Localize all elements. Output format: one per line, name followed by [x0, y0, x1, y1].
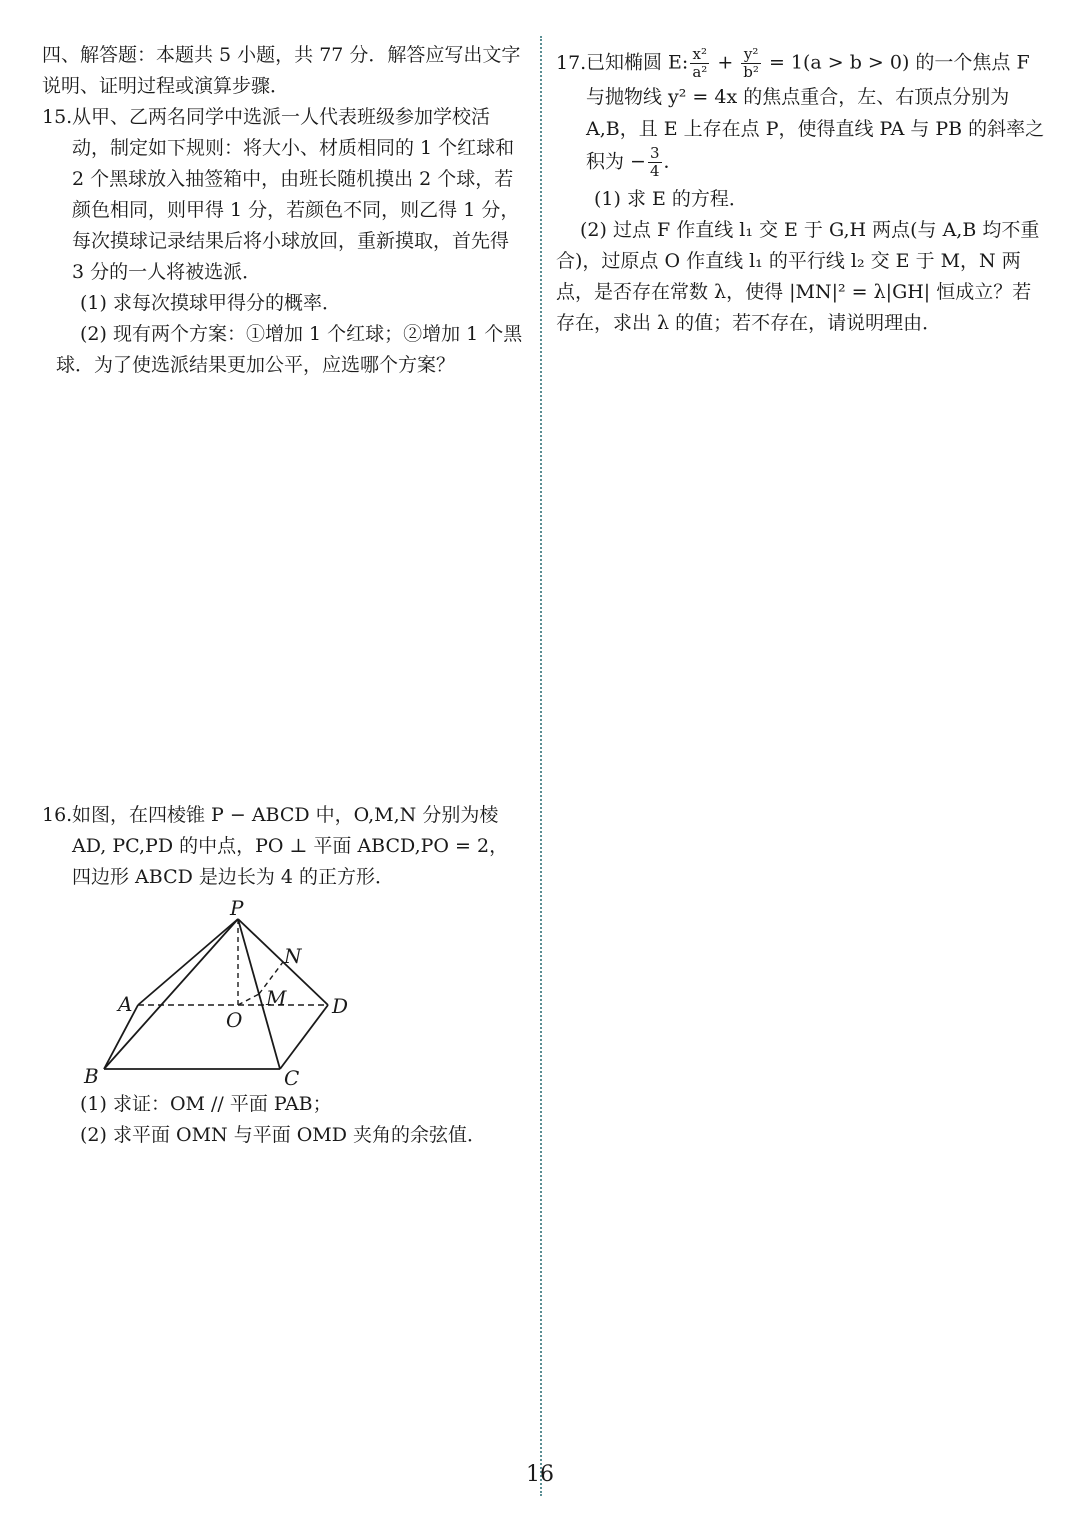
label-D: D	[332, 994, 349, 1018]
fraction-x2-a2	[690, 46, 709, 81]
q15-part1: (1) 求每次摸球甲得分的概率．	[80, 292, 341, 314]
frac3-num: 3	[649, 144, 660, 162]
edge-CD	[280, 1005, 328, 1069]
frac1-num: x²	[690, 46, 709, 64]
q16-number: 16.	[42, 804, 73, 826]
section-header: 四、解答题：本题共 5 小题，共 77 分．解答应写出文字说明、证明过程或演算步骤．	[42, 44, 521, 97]
frac2-den: b²	[743, 63, 759, 81]
label-C: C	[284, 1066, 300, 1087]
frac1-den: a²	[692, 63, 708, 81]
right-column	[556, 40, 1046, 339]
q15-part2: (2) 现有两个方案：①增加 1 个红球；②增加 1 个黑球．为了使选派结果更加公平，应选哪个方案？	[56, 323, 523, 376]
q15-stem: 从甲、乙两名同学中选派一人代表班级参加学校活动，制定如下规则：将大小、材质相同的 1 个红球和 2 个黑球放入抽签箱中，由班长随机摸出 2 个球，若颜色相同，则甲得 1 分，若颜色不同，则乙得 1 分，每次摸球记录结果后将小球放回，重新摸取，首先得 3 分的一人将被选派．	[72, 106, 520, 283]
label-P: P	[230, 897, 244, 920]
label-O: O	[226, 1008, 243, 1032]
q17-number: 17.	[556, 51, 587, 74]
label-N: N	[284, 944, 302, 968]
label-M: M	[266, 986, 287, 1010]
q16-stem: 如图，在四棱锥 P − ABCD 中，O,M,N 分别为棱 AD, PC,PD 的中点，PO ⊥ 平面 ABCD,PO = 2，四边形 ABCD 是边长为 4 的正方形．	[72, 804, 509, 888]
q16-part1: (1) 求证：OM // 平面 PAB；	[80, 1093, 332, 1115]
segment-OM	[238, 994, 259, 1005]
edge-PA	[138, 919, 238, 1005]
q17-stem-c: ．	[663, 150, 683, 173]
q17-part2: (2) 过点 F 作直线 l₁ 交 E 于 G,H 两点(与 A,B 均不重合)，过原点 O 作直线 l₁ 的平行线 l₂ 交 E 于 M，N 两点，是否存在常数 λ，使得 |MN|² = λ|GH| 恒成立？若存在，求出 λ 的值；若不存在，请说明理由．	[556, 219, 1040, 334]
label-A: A	[118, 992, 133, 1016]
question-15	[42, 102, 527, 288]
frac3-den: 4	[649, 162, 660, 180]
page-number: 16	[526, 1462, 554, 1487]
q17-stem-a: 已知椭圆 E:	[586, 51, 689, 74]
column-divider	[540, 36, 542, 1496]
fraction-y2-b2	[741, 46, 761, 81]
frac2-num: y²	[741, 46, 761, 64]
q15-number: 15.	[42, 106, 73, 128]
fraction-3-4	[648, 145, 662, 180]
pyramid-figure	[76, 897, 376, 1087]
q17-stem-b: = 1(a > b > 0) 的一个焦点 F 与抛物线 y² = 4x 的焦点重合，左、右顶点分别为 A,B，且 E 上存在点 P，使得直线 PA 与 PB 的斜率之积为 −	[586, 51, 1045, 173]
plus-sign: +	[711, 51, 740, 74]
left-column	[42, 40, 527, 1146]
question-17	[556, 46, 1046, 180]
q17-part1: (1) 求 E 的方程．	[594, 188, 748, 210]
question-16	[42, 800, 527, 1151]
label-B: B	[84, 1064, 99, 1087]
q16-part2: (2) 求平面 OMN 与平面 OMD 夹角的余弦值．	[80, 1124, 487, 1146]
